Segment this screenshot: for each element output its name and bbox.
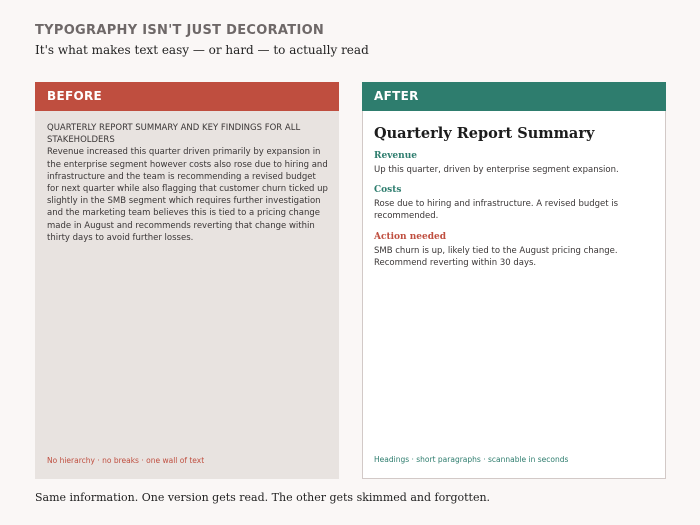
after-section-action	[374, 232, 656, 269]
before-footnote: No hierarchy · no breaks · one wall of text	[47, 456, 205, 465]
after-doc-title: Quarterly Report Summary	[374, 125, 595, 142]
after-panel-header: AFTER	[362, 82, 666, 111]
after-panel	[362, 82, 666, 479]
section-heading: Revenue	[374, 151, 417, 161]
before-text-block	[47, 122, 329, 244]
after-footnote: Headings · short paragraphs · scannable in seconds	[374, 455, 569, 464]
after-section-revenue	[374, 151, 656, 176]
before-panel	[35, 82, 339, 479]
bottom-caption: Same information. One version gets read. The other gets skimmed and forgotten.	[35, 491, 491, 504]
section-heading: Action needed	[374, 231, 447, 242]
before-heading: QUARTERLY REPORT SUMMARY AND KEY FINDINGS FOR ALL STAKEHOLDERS	[47, 123, 301, 146]
section-text: Rose due to hiring and infrastructure. A revised budget is recommended.	[374, 199, 619, 222]
after-text-block	[374, 125, 656, 278]
section-text: SMB churn is up, likely tied to the August pricing change. Recommend reverting within 30 days.	[374, 245, 618, 268]
section-heading: Costs	[374, 185, 402, 196]
before-paragraph: Revenue increased this quarter driven primarily by expansion in the enterprise segment however costs also rose due to hiring and infrastructure and the team is recommending a revised budget for next quarter while also flagging that customer churn ticked up slightly in the SMB segment which requires further investigation and the marketing team believes this is tied to a pricing change made in August and recommends reverting that change within thirty days to avoid further losses.	[47, 147, 328, 243]
page-title: TYPOGRAPHY ISN'T JUST DECORATION	[35, 23, 325, 38]
before-panel-header: BEFORE	[35, 82, 339, 111]
after-section-costs	[374, 185, 656, 222]
page-subtitle: It's what makes text easy — or hard — to actually read	[35, 43, 369, 57]
section-text: Up this quarter, driven by enterprise segment expansion.	[374, 165, 619, 175]
